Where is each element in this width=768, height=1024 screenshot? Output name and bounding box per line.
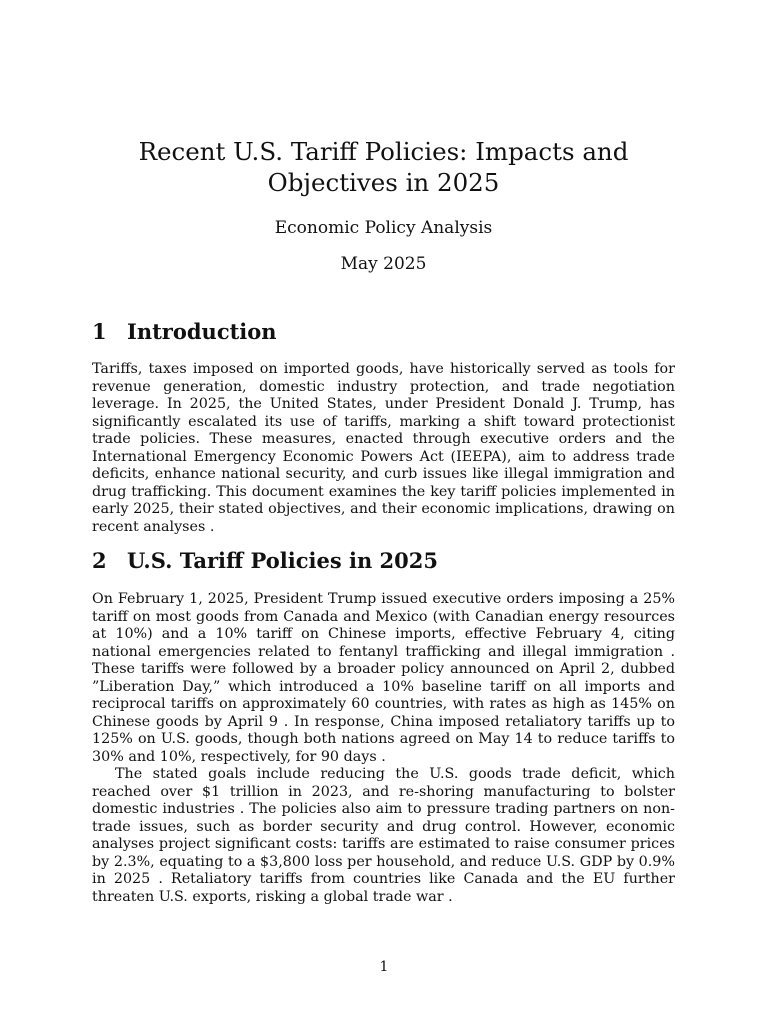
section-number: 1: [92, 319, 107, 344]
section-heading-tariff-policies: [92, 548, 675, 574]
section-heading-introduction: [92, 319, 675, 345]
paragraph: Tariffs, taxes imposed on imported goods, have historically served as tools for revenue generation, domestic industry protection, and trade negotiation leverage. In 2025, the United States, under President Donald J. Trump, has significantly escalated its use of tariffs, marking a shift toward protectionist trade policies. These measures, enacted through executive orders and the International Emergency Economic Powers Act (IEEPA), aim to address trade deficits, enhance national security, and curb issues like illegal immigration and drug trafficking. This document examines the key tariff policies implemented in early 2025, their stated objectives, and their economic implications, drawing on recent analyses .: [92, 361, 675, 535]
page-number: 1: [379, 959, 389, 975]
section-title: Introduction: [127, 319, 277, 344]
document-date: May 2025: [340, 254, 427, 274]
section-body-tariff-policies: [92, 591, 675, 906]
document-title: Recent U.S. Tariff Policies: Impacts and Objectives in 2025: [138, 137, 629, 197]
paragraph: The stated goals include reducing the U.S. goods trade deficit, which reached over $1 trillion in 2023, and re-shoring manufacturing to bolster domestic industries . The policies also aim to pressure trading partners on non-trade issues, such as border security and drug control. However, economic analyses project significant costs: tariffs are estimated to raise consumer prices by 2.3%, equating to a $3,800 loss per household, and reduce U.S. GDP by 0.9% in 2025 . Retaliatory tariffs from countries like Canada and the EU further threaten U.S. exports, risking a global trade war .: [92, 766, 675, 905]
section-body-introduction: [92, 361, 675, 536]
paragraph: On February 1, 2025, President Trump issued executive orders imposing a 25% tariff on most goods from Canada and Mexico (with Canadian energy resources at 10%) and a 10% tariff on Chinese imports, effective February 4, citing national emergencies related to fentanyl trafficking and illegal immigration . These tariffs were followed by a broader policy announced on April 2, dubbed ”Liberation Day,” which introduced a 10% baseline tariff on all imports and reciprocal tariffs on approximately 60 countries, with rates as high as 145% on Chinese goods by April 9 . In response, China imposed retaliatory tariffs up to 125% on U.S. goods, though both nations agreed on May 14 to reduce tariffs to 30% and 10%, respectively, for 90 days .: [92, 591, 675, 765]
section-number: 2: [92, 548, 107, 573]
section-title: U.S. Tariff Policies in 2025: [127, 548, 439, 573]
document-subtitle: Economic Policy Analysis: [274, 218, 493, 238]
